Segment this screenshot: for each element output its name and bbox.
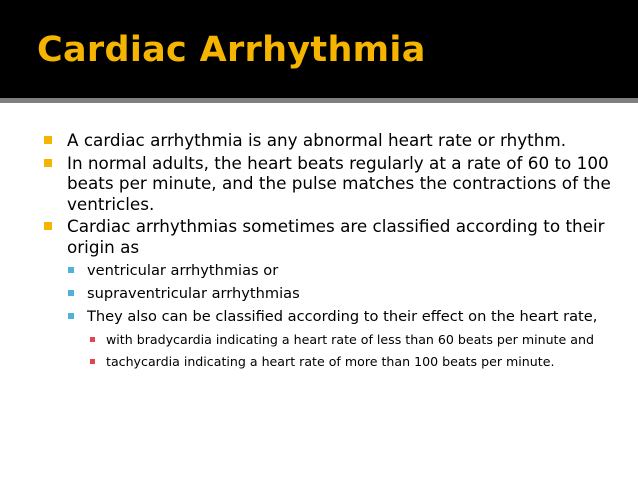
bullet-text-1: A cardiac arrhythmia is any abnormal heart rate or rhythm. xyxy=(67,130,567,150)
sub-sub-bullet-item-1 xyxy=(44,332,614,348)
square-bullet-icon xyxy=(44,159,52,167)
bullet-text-2: In normal adults, the heart beats regularly at a rate of 60 to 100 beats per minute, and the pulse matches the contractions of the ventricles. xyxy=(67,152,611,214)
square-bullet-icon xyxy=(44,222,52,230)
square-bullet-icon xyxy=(90,359,95,364)
sub-bullet-text-1: ventricular arrhythmias or xyxy=(87,262,279,279)
square-bullet-icon xyxy=(68,290,74,296)
square-bullet-icon xyxy=(44,136,52,144)
title-divider xyxy=(0,98,638,103)
sub-bullet-text-2: supraventricular arrhythmias xyxy=(87,285,300,302)
title-bar xyxy=(0,0,638,98)
slide-body xyxy=(44,130,614,369)
sub-sub-bullet-text-2: tachycardia indicating a heart rate of more than 100 beats per minute. xyxy=(106,353,555,369)
sub-bullet-item-3 xyxy=(44,308,614,326)
slide-title: Cardiac Arrhythmia xyxy=(37,30,426,70)
sub-bullet-item-1 xyxy=(44,262,614,280)
sub-sub-bullet-item-2 xyxy=(44,354,614,370)
bullet-item-1 xyxy=(44,130,614,151)
bullet-item-2 xyxy=(44,153,614,215)
square-bullet-icon xyxy=(68,313,74,319)
square-bullet-icon xyxy=(68,267,74,273)
square-bullet-icon xyxy=(90,337,95,342)
sub-bullet-text-3: They also can be classified according to their effect on the heart rate, xyxy=(87,308,598,325)
sub-bullet-item-2 xyxy=(44,285,614,303)
bullet-item-3 xyxy=(44,216,614,257)
bullet-text-3: Cardiac arrhythmias sometimes are classified according to their origin as xyxy=(67,216,605,257)
sub-sub-bullet-text-1: with bradycardia indicating a heart rate of less than 60 beats per minute and xyxy=(106,332,594,347)
